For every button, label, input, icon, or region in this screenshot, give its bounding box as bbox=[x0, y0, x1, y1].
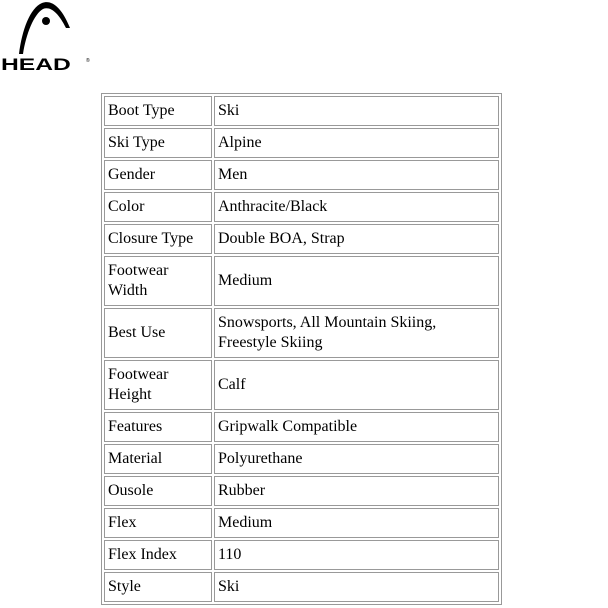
spec-label: Best Use bbox=[104, 308, 212, 358]
spec-label: Color bbox=[104, 192, 212, 222]
spec-label: Closure Type bbox=[104, 224, 212, 254]
spec-value: Calf bbox=[214, 360, 499, 410]
spec-value: Medium bbox=[214, 508, 499, 538]
table-row bbox=[104, 360, 499, 410]
table-row bbox=[104, 192, 499, 222]
spec-label: Ski Type bbox=[104, 128, 212, 158]
registered-mark: ® bbox=[86, 58, 90, 64]
spec-value: Polyurethane bbox=[214, 444, 499, 474]
table-row bbox=[104, 160, 499, 190]
specs-table bbox=[101, 93, 502, 605]
head-swoosh-icon bbox=[0, 0, 95, 56]
spec-value: Ski bbox=[214, 96, 499, 126]
spec-label: Features bbox=[104, 412, 212, 442]
spec-label: Ousole bbox=[104, 476, 212, 506]
table-row bbox=[104, 508, 499, 538]
table-row bbox=[104, 96, 499, 126]
head-logo bbox=[0, 0, 95, 78]
table-row bbox=[104, 256, 499, 306]
spec-value: 110 bbox=[214, 540, 499, 570]
table-row bbox=[104, 224, 499, 254]
spec-label: Flex bbox=[104, 508, 212, 538]
spec-label: Style bbox=[104, 572, 212, 602]
table-row bbox=[104, 444, 499, 474]
spec-value: Ski bbox=[214, 572, 499, 602]
table-row bbox=[104, 128, 499, 158]
spec-value: Men bbox=[214, 160, 499, 190]
table-row bbox=[104, 476, 499, 506]
table-row bbox=[104, 412, 499, 442]
table-row bbox=[104, 572, 499, 602]
table-row bbox=[104, 540, 499, 570]
spec-label: Footwear Width bbox=[104, 256, 212, 306]
spec-label: Footwear Height bbox=[104, 360, 212, 410]
logo-text: HEAD bbox=[1, 55, 71, 74]
spec-value: Rubber bbox=[214, 476, 499, 506]
table-row bbox=[104, 308, 499, 358]
spec-value: Double BOA, Strap bbox=[214, 224, 499, 254]
spec-value: Anthracite/Black bbox=[214, 192, 499, 222]
spec-label: Flex Index bbox=[104, 540, 212, 570]
spec-value: Medium bbox=[214, 256, 499, 306]
spec-value: Alpine bbox=[214, 128, 499, 158]
spec-label: Boot Type bbox=[104, 96, 212, 126]
spec-value: Snowsports, All Mountain Skiing, Freestyle Skiing bbox=[214, 308, 499, 358]
spec-label: Material bbox=[104, 444, 212, 474]
spec-value: Gripwalk Compatible bbox=[214, 412, 499, 442]
spec-label: Gender bbox=[104, 160, 212, 190]
